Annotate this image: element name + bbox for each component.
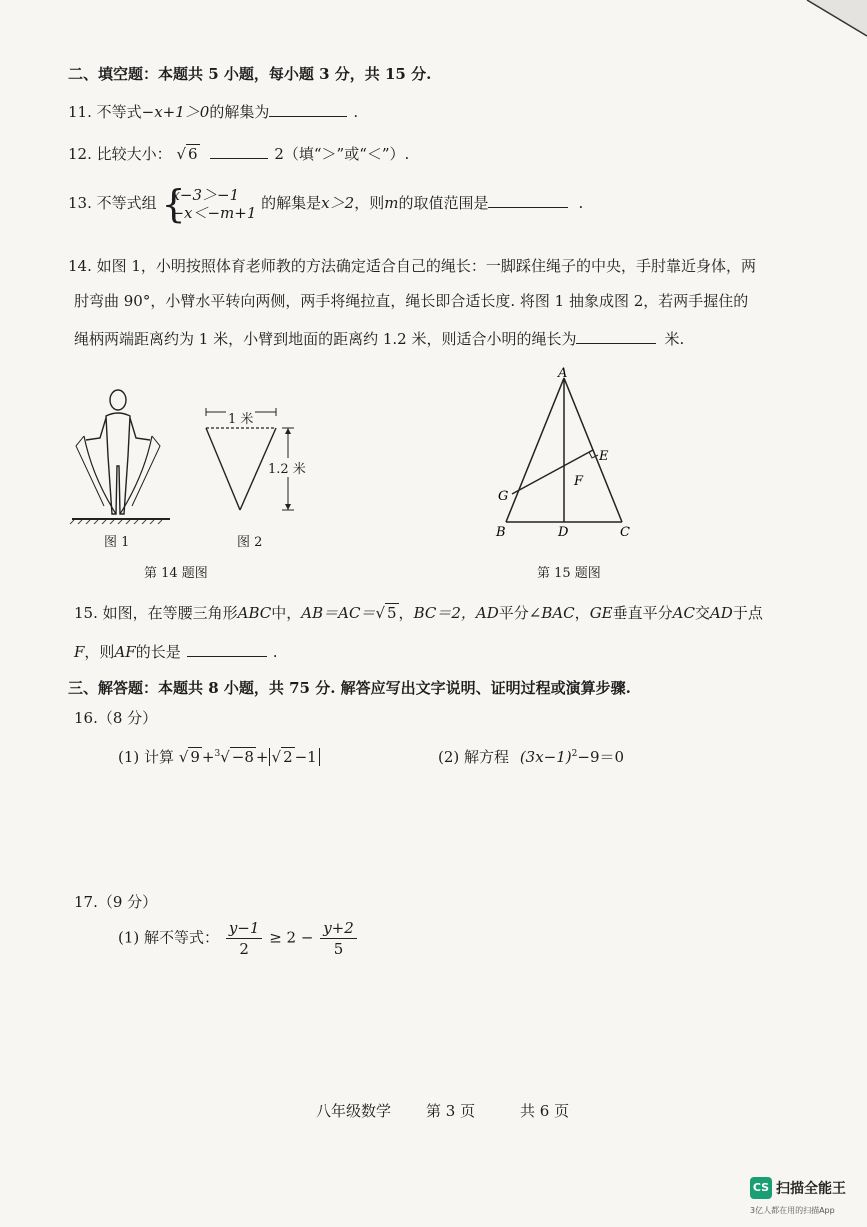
label-B: B [496, 525, 506, 540]
footer-page: 第 3 页 [426, 1102, 476, 1120]
figure-1-caption: 图 1 [104, 535, 130, 550]
question-16-part2: (2) 解方程 $(3x-1)^2-9=0$ [438, 748, 625, 766]
label-A: A [558, 366, 568, 381]
label-E: E [599, 449, 609, 464]
camscanner-name: 扫描全能王 [776, 1181, 846, 1197]
question-13: 13. 不等式组 { x−3＞−1 −x＜−m+1 的解集是x＞2，则m的取值范围是 . [68, 182, 584, 226]
answer-blank-13[interactable] [488, 191, 568, 208]
camscanner-logo-icon: CS [750, 1177, 772, 1199]
inequality-system: { x−3＞−1 −x＜−m+1 [161, 182, 257, 226]
question-16-header: 16.（8 分） [74, 709, 158, 727]
footer-subject: 八年级数学 [316, 1102, 392, 1120]
figure-1-jump-rope [66, 386, 176, 526]
camscanner-watermark [750, 1177, 862, 1222]
question-17-header: 17.（9 分） [74, 893, 158, 911]
sqrt-6: √ 6 [176, 145, 198, 163]
figure-15-triangle [486, 362, 646, 552]
answer-blank-15[interactable] [187, 640, 267, 657]
label-G: G [498, 489, 509, 504]
question-14-line3: 绳柄两端距离约为 1 米，小臂到地面的距离约 1.2 米，则适合小明的绳长为 米. [74, 327, 684, 349]
q14-figure-caption: 第 14 题图 [144, 566, 208, 581]
figure-2-caption: 图 2 [237, 535, 263, 550]
page-corner-shadow [787, 0, 867, 50]
label-F: F [574, 474, 584, 489]
answer-blank-11[interactable] [269, 100, 347, 117]
question-14-line2: 肘弯曲 90°，小臂水平转向两侧，两手将绳拉直，绳长即合适长度. 将图 1 抽象成图 2，若两手握住的 [74, 292, 749, 310]
answer-blank-14[interactable] [576, 327, 656, 344]
figure-2-side-label: 1.2 米 [268, 458, 306, 477]
figure-2-top-label: 1 米 [226, 408, 255, 427]
question-14-line1: 14. 如图 1，小明按照体育老师教的方法确定适合自己的绳长：一脚踩住绳子的中央，手肘靠近身体，两 [68, 257, 756, 275]
question-15-line2: F，则AF的长是 . [74, 640, 277, 662]
section3-title: 三、解答题：本题共 8 小题，共 75 分. 解答应写出文字说明、证明过程或演算步骤. [68, 679, 631, 697]
question-12: 12. 比较大小： √ 6 2（填“＞”或“＜”）. [68, 142, 409, 164]
q15-figure-caption: 第 15 题图 [537, 566, 601, 581]
camscanner-tagline: 3亿人都在用的扫描App [750, 1206, 835, 1215]
question-16-part1: (1) 计算 √ 9 +$^3$√ −8 + √ 2 −1 [118, 744, 320, 767]
label-C: C [620, 525, 630, 540]
answer-blank-12[interactable] [210, 142, 268, 159]
question-15-line1: 15. 如图，在等腰三角形ABC中，AB＝AC＝√ 5 ，BC＝2，AD平分∠BAC，GE垂直平分AC交AD于点 [74, 604, 763, 622]
label-D: D [558, 525, 569, 540]
footer-total: 共 6 页 [520, 1102, 570, 1120]
section2-title: 二、填空题：本题共 5 小题，每小题 3 分，共 15 分. [68, 65, 432, 83]
question-17-part1: (1) 解不等式： $\frac{y-1}{2}$ ≥ 2 − $\frac{y+2}{5}$ [118, 918, 359, 964]
question-11: 11. 不等式−x+1＞0的解集为 . [68, 100, 358, 122]
